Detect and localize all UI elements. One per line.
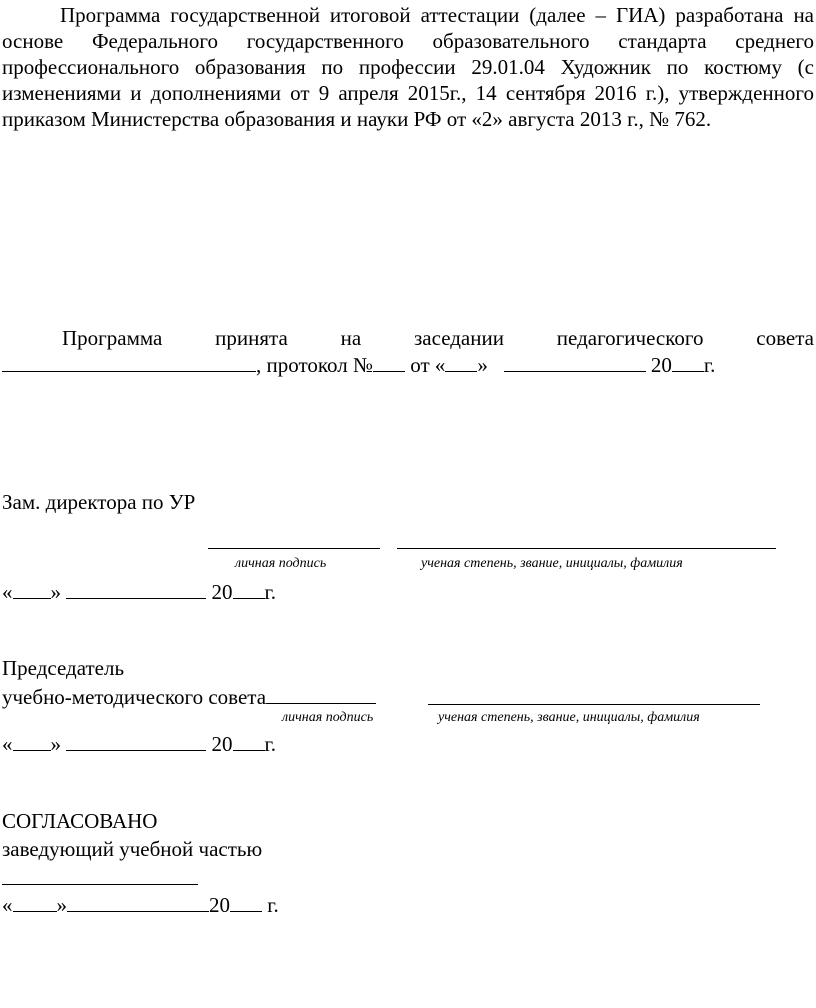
council-blank[interactable] [2, 351, 256, 372]
adoption-word: педагогического [556, 326, 704, 350]
deputy-year-blank[interactable] [233, 578, 265, 599]
year-prefix: 20 [211, 580, 233, 604]
year-prefix: 20 [209, 893, 230, 917]
date-open-quote: « [2, 893, 13, 917]
chairman-date-line [2, 730, 276, 757]
date-close-quote: » [50, 732, 61, 756]
protocol-label: , протокол № [256, 353, 373, 377]
year-suffix: г. [264, 732, 276, 756]
year-prefix: 20 [211, 732, 233, 756]
adoption-word: принята [215, 326, 288, 350]
chairman-signature-blank[interactable] [266, 683, 376, 704]
date-close-quote: » [56, 893, 67, 917]
chairman-name-caption: ученая степень, звание, инициалы, фамилия [438, 710, 700, 725]
approval-signature-line[interactable] [2, 884, 198, 885]
deputy-month-blank[interactable] [66, 578, 206, 599]
date-close-quote: » [50, 580, 61, 604]
deputy-title: Зам. директора по УР [2, 490, 196, 514]
adoption-word: Программа [62, 326, 163, 350]
year-prefix: 20 [650, 353, 672, 377]
adoption-line-2 [2, 351, 715, 378]
month-blank[interactable] [504, 351, 646, 372]
year-blank[interactable] [672, 351, 704, 372]
deputy-name-line[interactable] [397, 548, 776, 549]
deputy-name-caption: ученая степень, звание, инициалы, фамилия [421, 556, 683, 571]
chairman-signature-caption: личная подпись [282, 710, 374, 725]
protocol-number-blank[interactable] [373, 351, 405, 372]
adoption-word: на [340, 326, 362, 350]
chairman-name-line[interactable] [428, 704, 760, 705]
chairman-council-label: учебно-методического совета [2, 685, 267, 709]
year-suffix: г. [262, 893, 279, 917]
deputy-signature-line[interactable] [208, 548, 380, 549]
approval-year-blank[interactable] [230, 891, 262, 912]
deputy-day-blank[interactable] [13, 578, 51, 599]
date-open-quote: « [2, 732, 13, 756]
adoption-line-1 [62, 325, 814, 351]
quote-close: » [477, 353, 488, 377]
chairman-year-blank[interactable] [233, 730, 265, 751]
year-suffix: г. [703, 353, 716, 377]
chairman-month-blank[interactable] [66, 730, 206, 751]
date-open-quote: « [2, 580, 13, 604]
approval-role: заведующий учебной частью [2, 837, 263, 861]
adoption-word: заседании [414, 326, 504, 350]
deputy-signature-caption: личная подпись [235, 556, 327, 571]
approval-month-blank[interactable] [67, 891, 209, 912]
deputy-date-line [2, 578, 276, 605]
approval-date-line [2, 891, 279, 918]
chairman-title: Председатель [2, 656, 125, 680]
day-blank[interactable] [445, 351, 477, 372]
adoption-word: совета [756, 326, 814, 350]
year-suffix: г. [264, 580, 276, 604]
intro-paragraph: Программа государственной итоговой аттестации (далее – ГИА) разработана на основе Федерального государственного образовательного стандарта среднего профессионального образования по профессии 29.01.04 Художник по костюму (с изменениями и дополнениями от 9 апреля 2015г., 14 сентября 2016 г.), утвержденного приказом Министерства образования и науки РФ от «2» августа 2013 г., № 762. [2, 3, 814, 131]
approval-day-blank[interactable] [13, 891, 57, 912]
chairman-day-blank[interactable] [13, 730, 51, 751]
from-label: от « [405, 353, 446, 377]
chairman-council-line [2, 683, 376, 710]
approval-heading: СОГЛАСОВАНО [2, 809, 158, 833]
